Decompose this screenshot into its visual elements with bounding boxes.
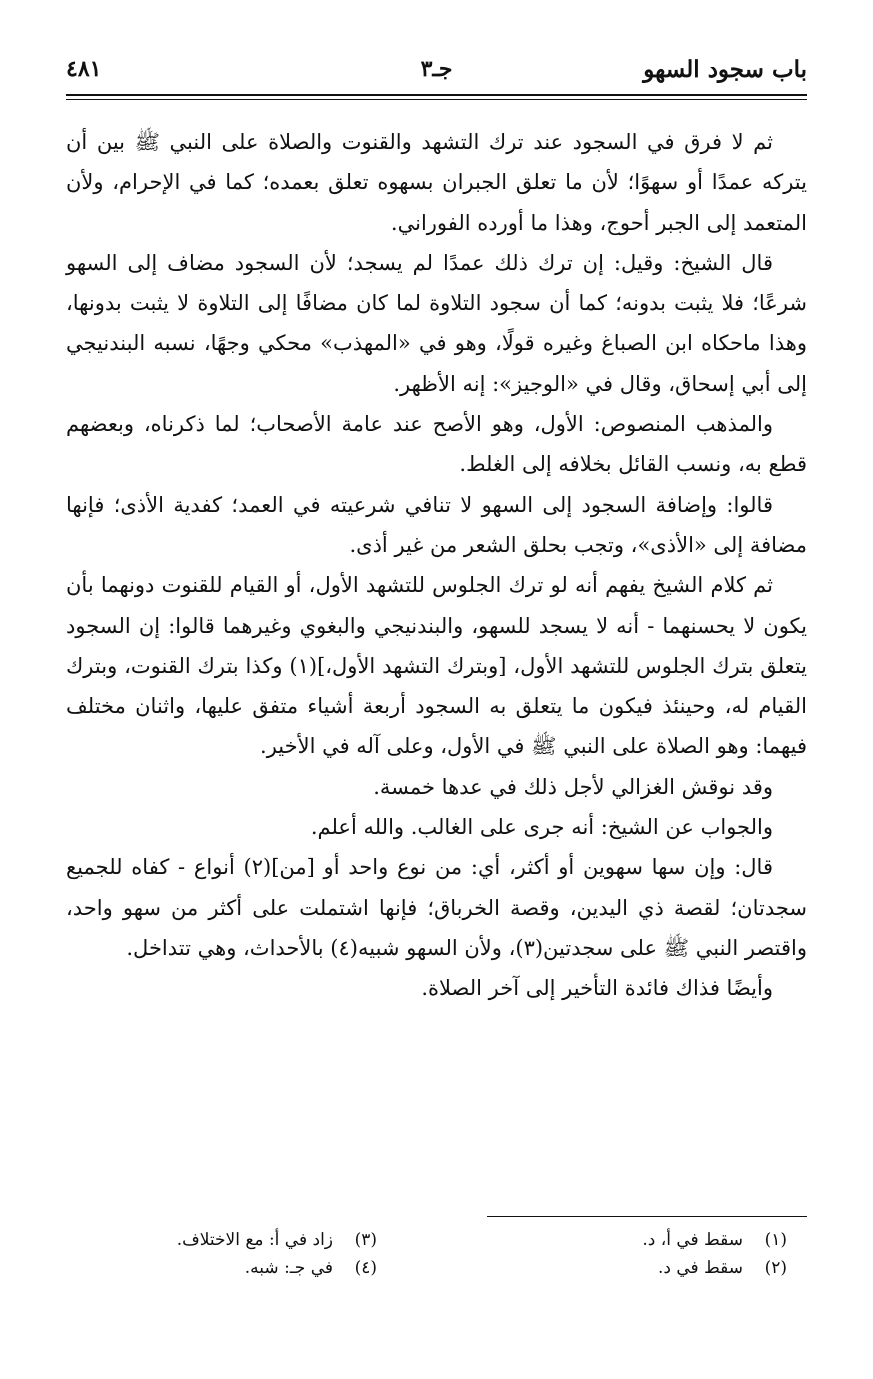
- footnote-number: (٣): [354, 1230, 377, 1250]
- paragraph: وقد نوقش الغزالي لأجل ذلك في عدها خمسة.: [373, 774, 773, 799]
- footnote-text: سقط في د.: [657, 1258, 743, 1278]
- footnote-text: في جـ: شبه.: [244, 1258, 333, 1278]
- chapter-title: باب سجود السهو: [643, 56, 807, 83]
- paragraph: قال الشيخ: وقيل: إن ترك ذلك عمدًا لم يسجد؛ لأن السجود مضاف إلى السهو شرعًا؛ فلا يثبت بدونه؛ كما أن سجود التلاوة لما كان مضافًا إلى التلاوة لا يثبت بدونها، وهذا ماحكاه ابن الصباغ وغيره قولًا، وهو في «المهذب» محكي وجهًا، نسبه البندنيجي إلى أبي إسحاق، وقال في «الوجيز»: إنه الأظهر.: [66, 250, 807, 396]
- paragraph: قالوا: وإضافة السجود إلى السهو لا تنافي شرعيته في العمد؛ كفدية الأذى؛ فإنها مضافة إلى «الأذى»، وتجب بحلق الشعر من غير أذى.: [66, 492, 807, 557]
- footnote-number: (٢): [764, 1258, 787, 1278]
- paragraph: قال: وإن سها سهوين أو أكثر، أي: من نوع واحد أو [من](٢) أنواع - كفاه للجميع سجدتان؛ لقصة ذي اليدين، وقصة الخرباق؛ فإنها اشتملت على أكثر من سهو واحد، واقتصر النبي ﷺ على سجدتين(٣)، ولأن السهو شبيه(٤) بالأحداث، وهي تتداخل.: [66, 855, 807, 960]
- paragraph: ثم كلام الشيخ يفهم أنه لو ترك الجلوس للتشهد الأول، أو القيام للقنوت دونهما بأن يكون لا يحسنهما - أنه لا يسجد للسهو، والبندنيجي والبغوي وغيرهما قالوا: إن السجود يتعلق بترك الجلوس للتشهد الأول، [وبترك التشهد الأول،](١) وكذا بترك القنوت، وبترك القيام له، وحينئذ فيكون ما يتعلق به السجود أربعة أشياء متفق عليها، واثنان مختلف فيهما: وهو الصلاة على النبي ﷺ في الأول، وعلى آله في الأخير.: [66, 573, 807, 759]
- header-rule-thin: [66, 99, 807, 100]
- paragraph: وأيضًا فذاك فائدة التأخير إلى آخر الصلاة.: [421, 976, 773, 1001]
- page-number: ٤٨١: [66, 56, 102, 82]
- footnote-item: [47, 1254, 377, 1282]
- footnote-separator: [487, 1216, 807, 1217]
- paragraph: والمذهب المنصوص: الأول، وهو الأصح عند عامة الأصحاب؛ لما ذكرناه، وبعضهم قطع به، ونسب القائل بخلافه إلى الغلط.: [66, 412, 807, 477]
- footnote-number: (١): [764, 1230, 787, 1250]
- footnote-item: [457, 1254, 787, 1282]
- footnote-text: زاد في أ: مع الاختلاف.: [176, 1230, 333, 1250]
- footnote-item: [457, 1226, 787, 1254]
- footnote-column-right: [457, 1226, 787, 1282]
- main-text: [66, 122, 807, 1009]
- volume-label: جـ٣: [420, 56, 453, 82]
- footnote-column-left: [47, 1226, 377, 1282]
- paragraph: والجواب عن الشيخ: أنه جرى على الغالب. والله أعلم.: [310, 815, 773, 840]
- footnote-item: [47, 1226, 377, 1254]
- header-rule-thick: [66, 94, 807, 96]
- paragraph: ثم لا فرق في السجود عند ترك التشهد والقنوت والصلاة على النبي ﷺ بين أن يتركه عمدًا أو سهوًا؛ لأن ما تعلق الجبران بسهوه تعلق بعمده؛ كما في الإحرام، ولأن المتعمد إلى الجبر أحوج، وهذا ما أورده الفوراني.: [66, 130, 807, 235]
- footnote-text: سقط في أ، د.: [642, 1230, 743, 1250]
- footnotes: [66, 1226, 787, 1286]
- footnote-number: (٤): [354, 1258, 377, 1278]
- page-header: [66, 52, 807, 92]
